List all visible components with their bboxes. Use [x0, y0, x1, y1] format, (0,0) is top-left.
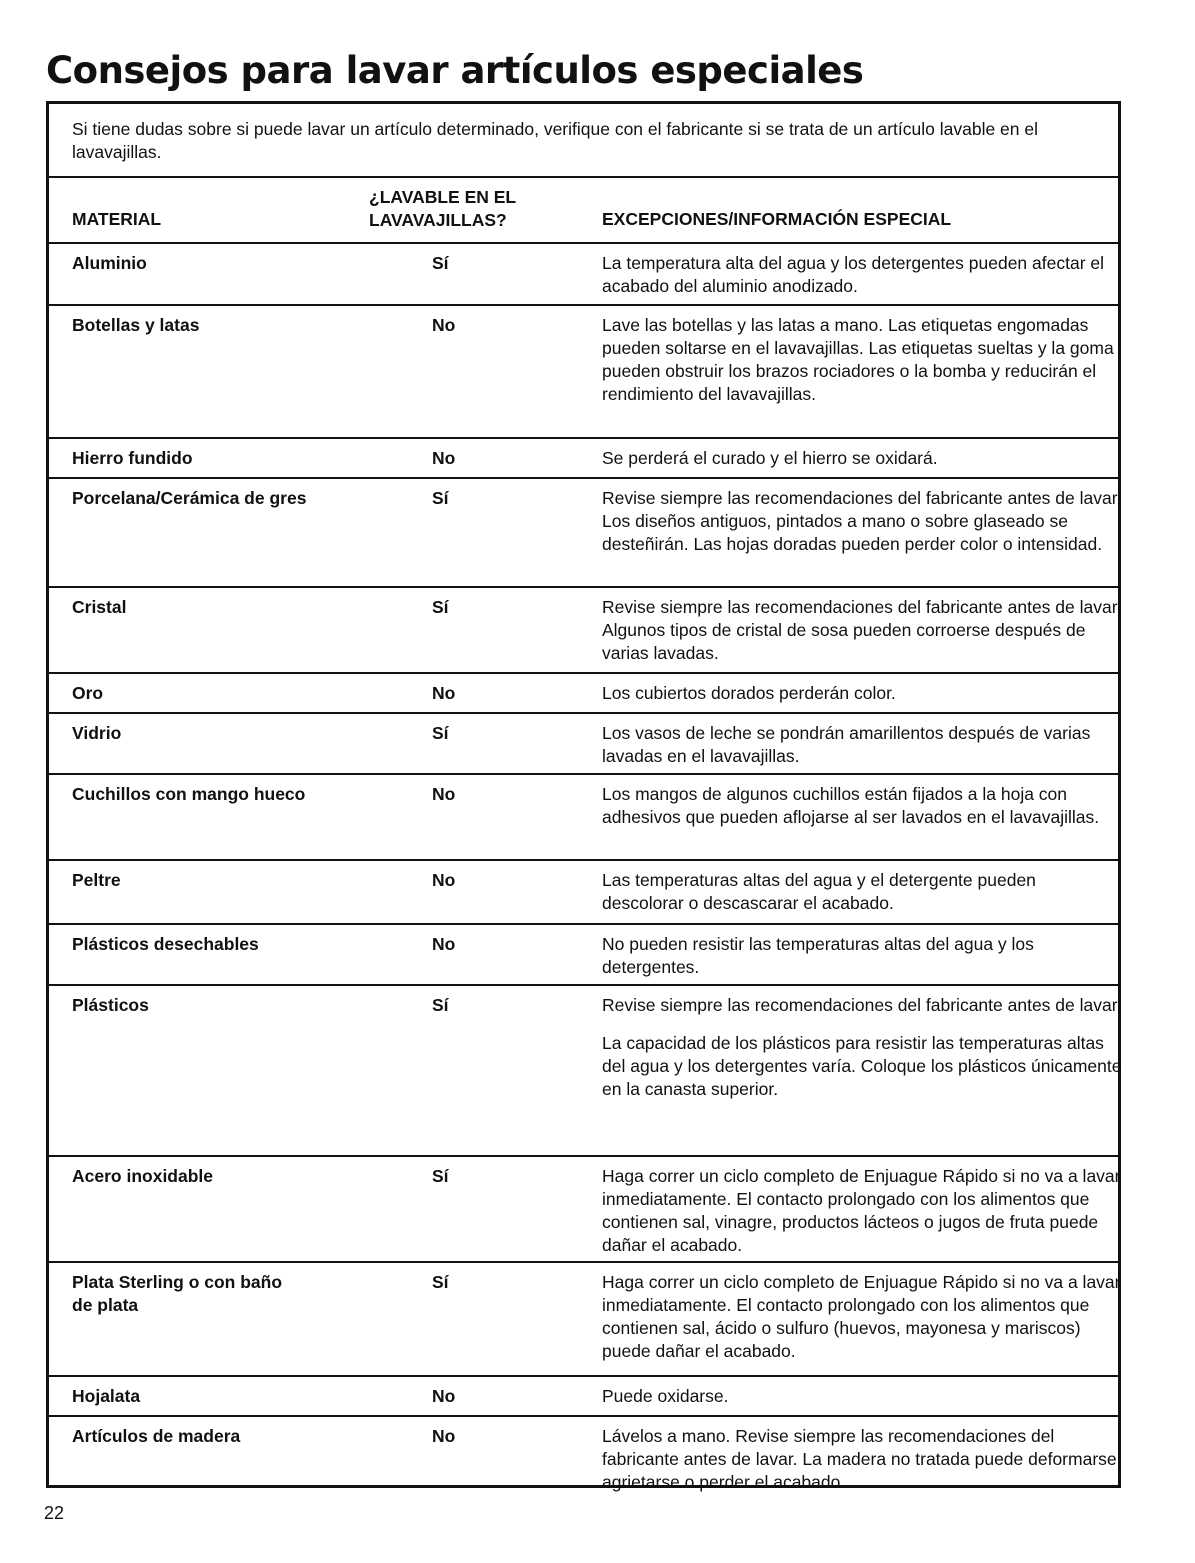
info-paragraph: No pueden resistir las temperaturas altas del agua y los detergentes. [602, 934, 1034, 977]
info-paragraph: Revise siempre las recomendaciones del fabricante antes de lavar. Los diseños antiguos, pintados a mano o sobre glaseado se desteñirán. Las hojas doradas pueden perder color o intensidad. [602, 488, 1122, 554]
material-cell: Porcelana/Cerámica de gres [72, 488, 307, 508]
info-cell [602, 722, 1122, 768]
info-paragraph: La capacidad de los plásticos para resistir las temperaturas altas del agua y los detergentes varía. Coloque los plásticos únicamente en la canasta superior. [602, 1033, 1122, 1099]
washable-cell: No [432, 683, 456, 703]
info-cell [602, 252, 1122, 298]
info-paragraph: Revise siempre las recomendaciones del fabricante antes de lavar. Algunos tipos de cristal de sosa pueden corroerse después de varias lavadas. [602, 597, 1122, 663]
header-material: MATERIAL [72, 209, 162, 229]
info-paragraph: Los mangos de algunos cuchillos están fijados a la hoja con adhesivos que pueden aflojarse al ser lavados en el lavavajillas. [602, 784, 1100, 827]
washable-cell: No [432, 934, 456, 954]
washable-cell: Sí [432, 488, 449, 508]
table-row [49, 1263, 1121, 1377]
table-header [49, 178, 1118, 244]
table-row [49, 588, 1122, 674]
info-cell [602, 314, 1122, 406]
table-row [49, 674, 1118, 714]
info-paragraph: Los cubiertos dorados perderán color. [602, 683, 896, 703]
washable-cell: Sí [432, 995, 449, 1015]
info-cell [602, 487, 1122, 556]
material-cell: Plásticos desechables [72, 934, 259, 954]
table-row [49, 1417, 1122, 1500]
washable-cell: No [432, 870, 456, 890]
washable-cell: No [432, 784, 456, 804]
info-cell [602, 1385, 1122, 1408]
material-cell: Peltre [72, 870, 121, 890]
info-paragraph: Lávelos a mano. Revise siempre las recomendaciones del fabricante antes de lavar. La madera no tratada puede deformarse, agrietarse o perder el acabado. [602, 1426, 1122, 1492]
info-paragraph: Haga correr un ciclo completo de Enjuague Rápido si no va a lavar inmediatamente. El contacto prolongado con los alimentos que contienen sal, vinagre, productos lácteos o jugos de fruta puede dañar el acabado. [602, 1166, 1121, 1255]
material-cell: Cuchillos con mango hueco [72, 784, 306, 804]
table-row [49, 861, 1118, 925]
tips-table-frame [46, 101, 1122, 1492]
table-row [49, 925, 1118, 986]
table-row [49, 775, 1118, 861]
info-cell [602, 783, 1122, 829]
info-cell [602, 1165, 1122, 1257]
table-row [49, 439, 1118, 479]
info-cell [602, 682, 1122, 705]
washable-cell: Sí [432, 1166, 449, 1186]
table-row [49, 479, 1122, 588]
table-body [49, 244, 1122, 1500]
washable-cell: No [432, 1386, 456, 1406]
page-title: Consejos para lavar artículos especiales [46, 49, 864, 92]
washable-cell: Sí [432, 1272, 449, 1292]
intro-text: Si tiene dudas sobre si puede lavar un artículo determinado, verifique con el fabricante si se trata de un artículo lavable en el lavavajillas. [49, 104, 1118, 178]
material-cell: Plata Sterling o con baño de plata [72, 1272, 283, 1315]
table-row [49, 244, 1118, 306]
material-cell: Artículos de madera [72, 1426, 241, 1446]
material-cell: Botellas y latas [72, 315, 200, 335]
info-paragraph: Las temperaturas altas del agua y el detergente pueden descolorar o descascarar el acabado. [602, 870, 1036, 913]
page-number: 22 [44, 1503, 65, 1523]
washable-cell: Sí [432, 253, 449, 273]
info-paragraph: La temperatura alta del agua y los detergentes pueden afectar el acabado del aluminio anodizado. [602, 253, 1105, 296]
material-cell: Vidrio [72, 723, 122, 743]
info-cell [602, 933, 1122, 979]
material-cell: Hierro fundido [72, 448, 193, 468]
info-paragraph: Lave las botellas y las latas a mano. Las etiquetas engomadas pueden soltarse en el lavavajillas. Las etiquetas sueltas y la goma pueden obstruir los brazos rociadores o la bomba y reducirán el rendimiento del lavavajillas. [602, 315, 1114, 404]
washable-cell: No [432, 448, 456, 468]
info-cell [602, 1425, 1122, 1494]
info-cell [602, 994, 1122, 1101]
info-paragraph: Revise siempre las recomendaciones del fabricante antes de lavar. [602, 995, 1122, 1015]
table-row [49, 714, 1118, 775]
info-cell [602, 447, 1122, 470]
info-paragraph: Puede oxidarse. [602, 1386, 729, 1406]
material-cell: Aluminio [72, 253, 147, 273]
washable-cell: Sí [432, 723, 449, 743]
material-cell: Cristal [72, 597, 127, 617]
table-row [49, 1157, 1121, 1263]
material-cell: Hojalata [72, 1386, 141, 1406]
washable-cell: No [432, 315, 456, 335]
info-cell [602, 1271, 1122, 1363]
washable-cell: Sí [432, 597, 449, 617]
washable-cell: No [432, 1426, 456, 1446]
info-paragraph: Haga correr un ciclo completo de Enjuague Rápido si no va a lavar inmediatamente. El contacto prolongado con los alimentos que contienen sal, ácido o sulfuro (huevos, mayonesa y mariscos) puede dañar el acabado. [602, 1272, 1121, 1361]
table-row [49, 306, 1118, 439]
material-cell: Plásticos [72, 995, 149, 1015]
info-cell [602, 869, 1122, 915]
material-cell: Oro [72, 683, 104, 703]
info-paragraph: Los vasos de leche se pondrán amarillentos después de varias lavadas en el lavavajillas. [602, 723, 1091, 766]
table-row [49, 986, 1122, 1157]
table-row [49, 1377, 1118, 1417]
header-info: EXCEPCIONES/INFORMACIÓN ESPECIAL [602, 209, 952, 229]
header-washable: ¿LAVABLE EN EL LAVAVAJILLAS? [369, 187, 517, 230]
info-paragraph: Se perderá el curado y el hierro se oxidará. [602, 448, 938, 468]
material-cell: Acero inoxidable [72, 1166, 214, 1186]
info-cell [602, 596, 1122, 665]
